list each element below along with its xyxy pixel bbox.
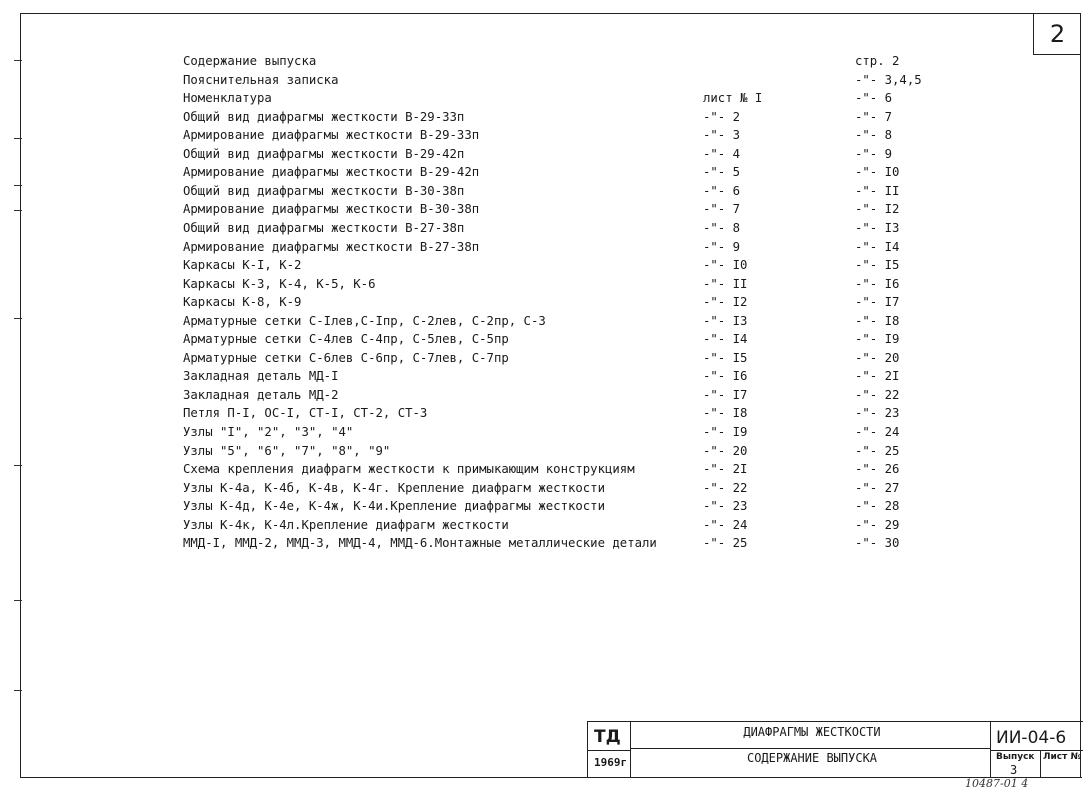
toc-title: Петля П-I, ОС-I, СТ-I, СТ-2, СТ-3 bbox=[183, 406, 428, 421]
frame-top-border bbox=[20, 13, 1080, 14]
toc-page-number: -"- I8 bbox=[855, 313, 900, 328]
toc-row bbox=[0, 330, 1000, 348]
toc-title: Каркасы К-8, К-9 bbox=[183, 295, 302, 310]
toc-sheet-number: -"- I4 bbox=[703, 332, 748, 347]
toc-row bbox=[0, 404, 1000, 422]
toc-row bbox=[0, 163, 1000, 181]
toc-title: Узлы "5", "6", "7", "8", "9" bbox=[183, 443, 391, 458]
toc-row bbox=[0, 386, 1000, 404]
toc-sheet-number: -"- 4 bbox=[703, 146, 741, 161]
toc-row bbox=[0, 423, 1000, 441]
binding-tick bbox=[14, 690, 22, 691]
toc-row bbox=[0, 479, 1000, 497]
binding-tick bbox=[14, 600, 22, 601]
toc-sheet-number: -"- 23 bbox=[703, 499, 748, 514]
toc-sheet-number: -"- I0 bbox=[703, 258, 748, 273]
title-block bbox=[587, 721, 1083, 778]
toc-page-number: -"- I4 bbox=[855, 239, 900, 254]
toc-sheet-number: -"- 2I bbox=[703, 462, 748, 477]
toc-title: Пояснительная записка bbox=[183, 72, 339, 87]
toc-title: Номенклатура bbox=[183, 91, 272, 106]
toc-sheet-number: -"- I8 bbox=[703, 406, 748, 421]
toc-sheet-number: -"- 8 bbox=[703, 220, 741, 235]
toc-title: Каркасы К-I, К-2 bbox=[183, 258, 302, 273]
toc-row bbox=[0, 52, 1000, 70]
toc-page-number: -"- 6 bbox=[855, 91, 893, 106]
toc-row bbox=[0, 497, 1000, 515]
toc-row bbox=[0, 182, 1000, 200]
title-block-divider bbox=[630, 748, 990, 749]
toc-title: Узлы К-4д, К-4е, К-4ж, К-4и.Крепление диафрагмы жесткости bbox=[183, 499, 605, 514]
toc-sheet-number: -"- I7 bbox=[703, 387, 748, 402]
toc-page-number: -"- 27 bbox=[855, 480, 900, 495]
toc-title: Узлы "I", "2", "3", "4" bbox=[183, 425, 354, 439]
toc-title: Узлы К-4к, К-4л.Крепление диафрагм жесткости bbox=[183, 517, 509, 532]
issue-value: 3 bbox=[1010, 763, 1018, 777]
toc-title: Содержание выпуска bbox=[183, 54, 317, 68]
toc-page-number: -"- 3,4,5 bbox=[855, 72, 922, 87]
toc-title: Общий вид диафрагмы жесткости В-30-38п bbox=[183, 183, 465, 198]
toc-row bbox=[0, 238, 1000, 256]
toc-title: Армирование диафрагмы жесткости В-29-42п bbox=[183, 165, 480, 180]
document-subtitle: СОДЕРЖАНИЕ ВЫПУСКА bbox=[746, 751, 878, 765]
toc-sheet-number: -"- 5 bbox=[703, 165, 741, 180]
toc-title: Закладная деталь МД-I bbox=[183, 369, 339, 384]
toc-sheet-number: -"- I2 bbox=[703, 295, 748, 310]
issue-label: Выпуск bbox=[996, 752, 1035, 762]
toc-page-number: -"- 29 bbox=[855, 517, 900, 532]
toc-row bbox=[0, 200, 1000, 218]
toc-row bbox=[0, 534, 1000, 552]
toc-title: Арматурные сетки С-Iлев,С-Iпр, С-2лев, С-2пр, С-3 bbox=[183, 313, 546, 328]
toc-page-number: -"- I3 bbox=[855, 220, 900, 235]
toc-page-number: стр. 2 bbox=[855, 54, 900, 68]
toc-page-number: -"- 9 bbox=[855, 146, 893, 161]
toc-page-number: -"- 22 bbox=[855, 387, 900, 402]
toc-page-number: -"- I6 bbox=[855, 276, 900, 291]
footer-note: 10487-01 4 bbox=[965, 777, 1029, 790]
toc-page-number: -"- I0 bbox=[855, 165, 900, 180]
toc-row bbox=[0, 275, 1000, 293]
toc-sheet-number: -"- 25 bbox=[703, 536, 748, 551]
toc-page-number: -"- 24 bbox=[855, 425, 900, 439]
page-number: 2 bbox=[1033, 14, 1081, 55]
series-code: ИИ-04-6 bbox=[996, 728, 1067, 748]
toc-row bbox=[0, 71, 1000, 89]
toc-sheet-number: -"- I5 bbox=[703, 350, 748, 365]
toc-page-number: -"- I2 bbox=[855, 202, 900, 217]
toc-page-number: -"- 7 bbox=[855, 109, 893, 124]
document-title: ДИАФРАГМЫ ЖЕСТКОСТИ bbox=[743, 725, 881, 739]
year-label: 1969г bbox=[594, 756, 628, 769]
toc-sheet-number: -"- 24 bbox=[703, 517, 748, 532]
toc-sheet-number: -"- 2 bbox=[703, 109, 741, 124]
toc-row bbox=[0, 219, 1000, 237]
sheet-label: Лист № bbox=[1043, 752, 1082, 762]
toc-title: ММД-I, ММД-2, ММД-3, ММД-4, ММД-6.Монтажные металлические детали bbox=[183, 536, 657, 551]
toc-title: Общий вид диафрагмы жесткости В-29-33п bbox=[183, 109, 465, 124]
toc-page-number: -"- 26 bbox=[855, 462, 900, 477]
toc-page-number: -"- 8 bbox=[855, 128, 893, 143]
toc-title: Схема крепления диафрагм жесткости к примыкающим конструкциям bbox=[183, 462, 635, 477]
toc-title: Арматурные сетки С-4лев С-4пр, С-5лев, С-5пр bbox=[183, 332, 509, 347]
toc-title: Армирование диафрагмы жесткости В-27-38п bbox=[183, 239, 480, 254]
toc-page-number: -"- 30 bbox=[855, 536, 900, 551]
toc-sheet-number: -"- II bbox=[703, 276, 748, 291]
toc-title: Общий вид диафрагмы жесткости В-27-38п bbox=[183, 220, 465, 235]
toc-row bbox=[0, 460, 1000, 478]
toc-title: Общий вид диафрагмы жесткости В-29-42п bbox=[183, 146, 465, 161]
toc-sheet-number: -"- I3 bbox=[703, 313, 748, 328]
toc-sheet-number: -"- 20 bbox=[703, 443, 748, 458]
title-block-divider bbox=[588, 750, 630, 751]
toc-title: Арматурные сетки С-6лев С-6пр, С-7лев, С-7пр bbox=[183, 350, 509, 365]
toc-page-number: -"- I5 bbox=[855, 258, 900, 273]
toc-sheet-number: -"- 9 bbox=[703, 239, 741, 254]
toc-page-number: -"- II bbox=[855, 183, 900, 198]
title-block-divider bbox=[990, 750, 1083, 751]
organization-mark: ТД bbox=[594, 727, 621, 747]
toc-sheet-number: лист № I bbox=[703, 91, 763, 106]
toc-row bbox=[0, 256, 1000, 274]
toc-sheet-number: -"- 7 bbox=[703, 202, 741, 217]
toc-sheet-number: -"- 22 bbox=[703, 480, 748, 495]
toc-title: Узлы К-4а, К-4б, К-4в, К-4г. Крепление диафрагм жесткости bbox=[183, 480, 605, 495]
toc-row bbox=[0, 145, 1000, 163]
toc-title: Каркасы К-3, К-4, К-5, К-6 bbox=[183, 276, 376, 291]
toc-row bbox=[0, 89, 1000, 107]
toc-row bbox=[0, 516, 1000, 534]
toc-sheet-number: -"- I9 bbox=[703, 425, 748, 439]
toc-sheet-number: -"- I6 bbox=[703, 369, 748, 384]
toc-row bbox=[0, 126, 1000, 144]
toc-row bbox=[0, 367, 1000, 385]
toc-row bbox=[0, 108, 1000, 126]
toc-page-number: -"- 20 bbox=[855, 350, 900, 365]
toc-row bbox=[0, 312, 1000, 330]
title-block-divider bbox=[630, 722, 631, 778]
toc-page-number: -"- 23 bbox=[855, 406, 900, 421]
toc-title: Армирование диафрагмы жесткости В-30-38п bbox=[183, 202, 480, 217]
toc-page-number: -"- 25 bbox=[855, 443, 900, 458]
toc-row bbox=[0, 293, 1000, 311]
toc-sheet-number: -"- 3 bbox=[703, 128, 741, 143]
toc-page-number: -"- I9 bbox=[855, 332, 900, 347]
toc-title: Закладная деталь МД-2 bbox=[183, 387, 339, 402]
toc-sheet-number: -"- 6 bbox=[703, 183, 741, 198]
toc-row bbox=[0, 349, 1000, 367]
frame-right-border bbox=[1080, 13, 1081, 777]
toc-page-number: -"- 2I bbox=[855, 369, 900, 384]
toc-page-number: -"- 28 bbox=[855, 499, 900, 514]
toc-page-number: -"- I7 bbox=[855, 295, 900, 310]
toc-title: Армирование диафрагмы жесткости В-29-33п bbox=[183, 128, 480, 143]
toc-row bbox=[0, 442, 1000, 460]
title-block-divider bbox=[1040, 750, 1041, 778]
